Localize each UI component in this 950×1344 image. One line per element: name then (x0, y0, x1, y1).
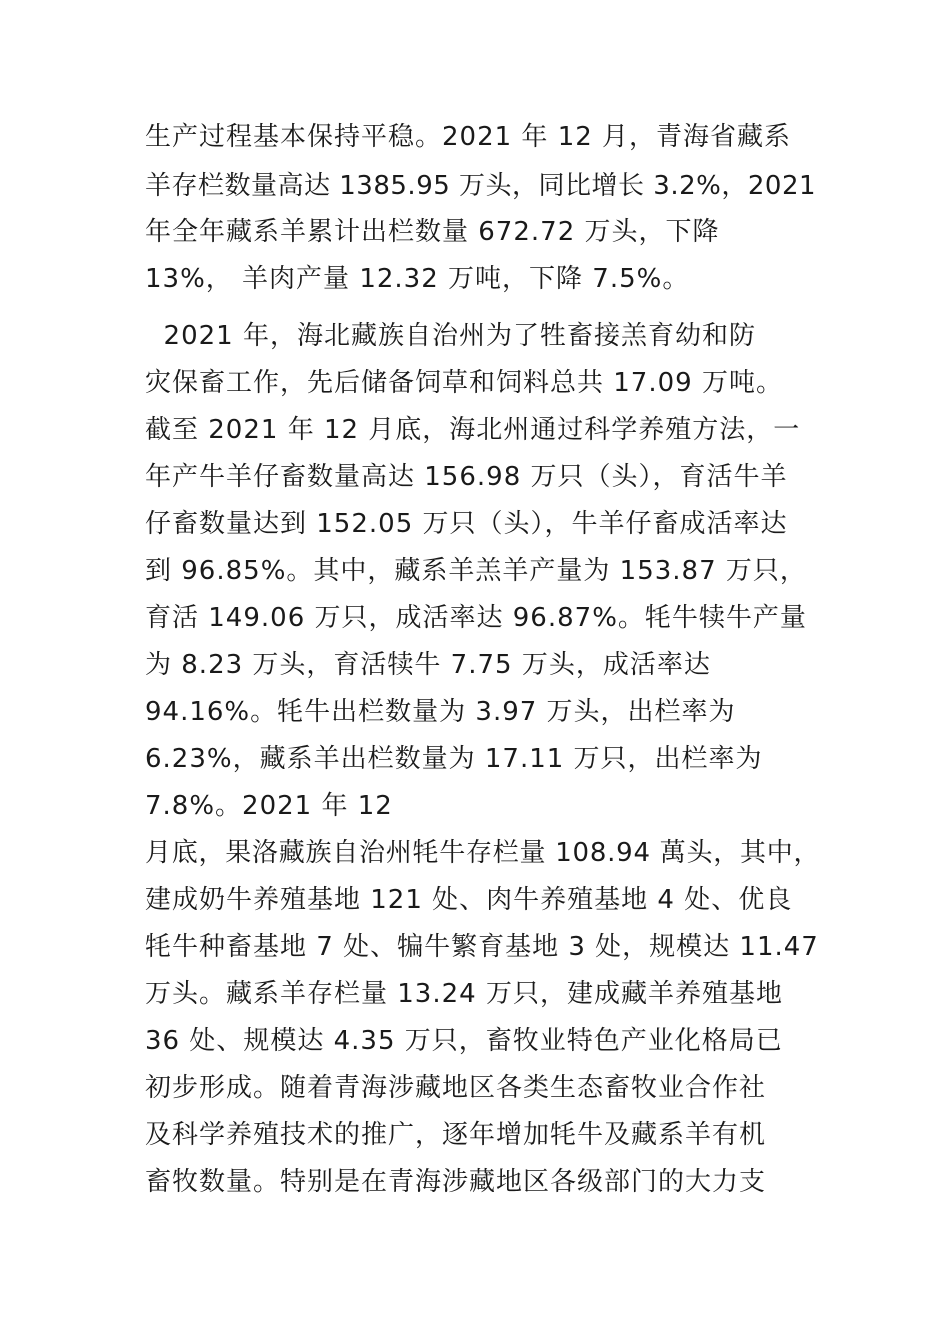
text-line: 建成奶牛养殖基地 121 处、肉牛养殖基地 4 处、优良 (145, 885, 793, 915)
text-line: 到 96.85%。其中，藏系羊羔羊产量为 153.87 万只， (145, 556, 807, 586)
text-line: 7.8%。2021 年 12 (145, 791, 393, 821)
text-line: 94.16%。牦牛出栏数量为 3.97 万头，出栏率为 (145, 697, 736, 727)
text-line: 畜牧数量。特别是在青海涉藏地区各级部门的大力支 (145, 1167, 767, 1197)
text-line: 6.23%，藏系羊出栏数量为 17.11 万只，出栏率为 (145, 744, 763, 774)
text-line: 仔畜数量达到 152.05 万只（头），牛羊仔畜成活率达 (145, 509, 788, 539)
text-line: 年产牛羊仔畜数量高达 156.98 万只（头），育活牛羊 (145, 462, 788, 492)
text-line: 13%， 羊肉产量 12.32 万吨，下降 7.5%。 (145, 264, 690, 294)
text-line: 月底，果洛藏族自治州牦牛存栏量 108.94 萬头，其中， (145, 838, 821, 868)
text-line: 36 处、规模达 4.35 万只，畜牧业特色产业化格局已 (145, 1026, 783, 1056)
text-line: 万头。藏系羊存栏量 13.24 万只，建成藏羊养殖基地 (145, 979, 783, 1009)
text-line: 及科学养殖技术的推广，逐年增加牦牛及藏系羊有机 (145, 1120, 767, 1150)
text-line: 牦牛种畜基地 7 处、犏牛繁育基地 3 处，规模达 11.47 (145, 932, 819, 962)
paragraph-first-line: 2021 年，海北藏族自治州为了牲畜接羔育幼和防 (145, 321, 756, 351)
text-line: 生产过程基本保持平稳。2021 年 12 月，青海省藏系 (145, 122, 792, 152)
text-line: 育活 149.06 万只，成活率达 96.87%。牦牛犊牛产量 (145, 603, 807, 633)
text-line: 羊存栏数量高达 1385.95 万头，同比增长 3.2%，2021 (145, 171, 817, 201)
text-line: 为 8.23 万头，育活犊牛 7.75 万头，成活率达 (145, 650, 711, 680)
text-line: 初步形成。随着青海涉藏地区各类生态畜牧业合作社 (145, 1073, 767, 1103)
text-line: 灾保畜工作，先后储备饲草和饲料总共 17.09 万吨。 (145, 368, 783, 398)
text-line: 截至 2021 年 12 月底，海北州通过科学养殖方法，一 (145, 415, 801, 445)
text-line: 年全年藏系羊累计出栏数量 672.72 万头，下降 (145, 217, 720, 247)
